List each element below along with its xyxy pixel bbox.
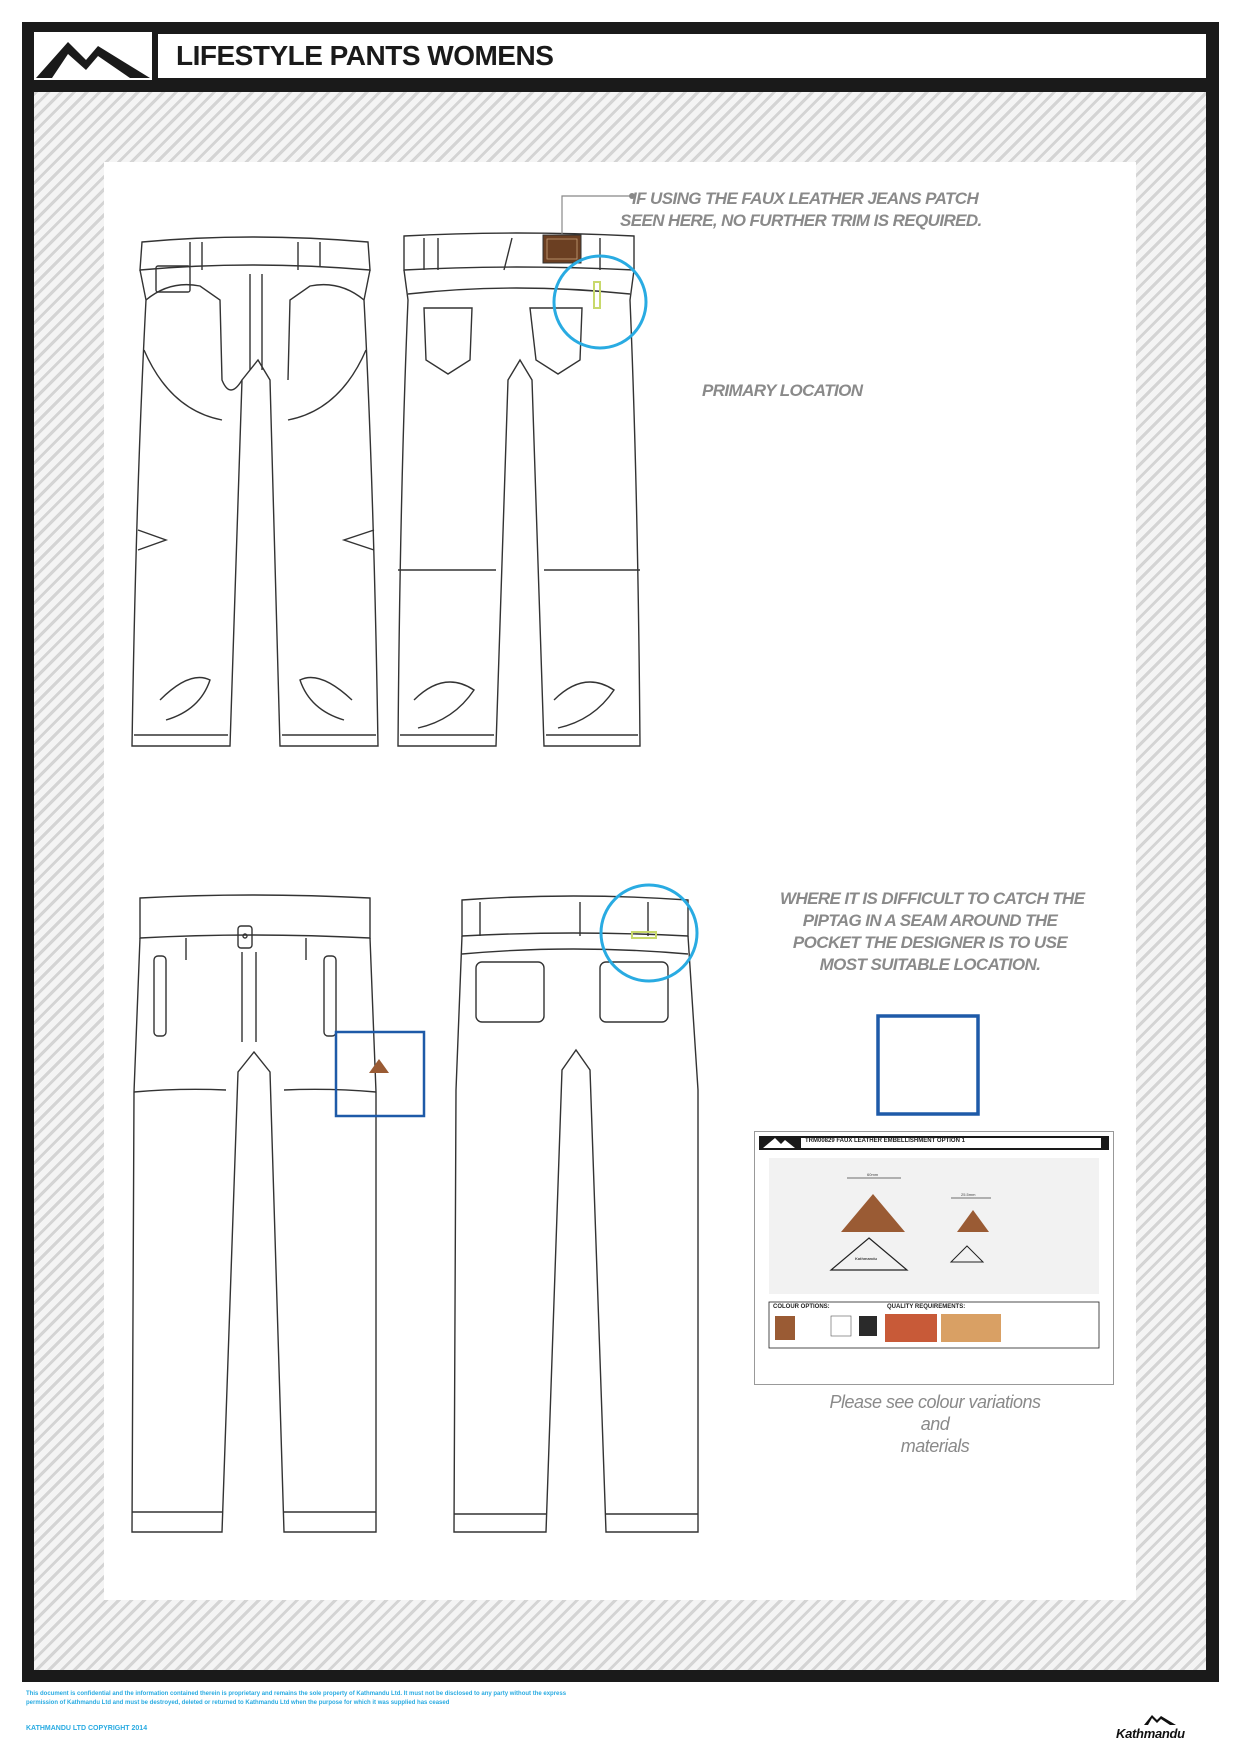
confidentiality-notice: This document is confidential and the information contained therein is proprietary and remains the sole property of Kathmandu Ltd. It must not be disclosed to any party without the express permission of Kathmandu Ltd and must be destroyed, deleted or returned to Kathmandu Ltd when the purpose for which it was supplied has ceased xyxy=(26,1691,567,1706)
caption-line-1: Please see colour variations xyxy=(829,1392,1041,1412)
patch-note xyxy=(620,188,982,232)
trim-spec-thumbnail xyxy=(754,1131,1114,1385)
difficult-note-line-4: MOST SUITABLE LOCATION. xyxy=(819,955,1041,974)
header-bar xyxy=(158,34,1206,78)
patch-note-line-1: IF USING THE FAUX LEATHER JEANS PATCH xyxy=(632,189,979,208)
waistband-location-circle xyxy=(596,880,702,986)
mini-dimension-small: 25.5mm xyxy=(961,1192,976,1197)
caption-line-3: materials xyxy=(900,1436,970,1456)
front-jeans-drawing xyxy=(130,230,380,760)
front-pants-drawing xyxy=(130,892,380,1552)
mini-brand: Kathmandu xyxy=(855,1256,877,1261)
primary-location-circle xyxy=(550,252,650,352)
footer-logo-icon xyxy=(1142,1712,1178,1726)
back-pants-drawing xyxy=(452,890,702,1552)
mini-quality-requirements: QUALITY REQUIREMENTS: xyxy=(887,1304,966,1310)
patch-note-line-2: SEEN HERE, NO FURTHER TRIM IS REQUIRED. xyxy=(620,211,982,230)
page-title: LIFESTYLE PANTS WOMENS xyxy=(176,40,554,71)
mini-colour-options: COLOUR OPTIONS: xyxy=(773,1304,830,1310)
copyright-notice: KATHMANDU LTD COPYRIGHT 2014 xyxy=(26,1725,148,1732)
secondary-location-square xyxy=(334,1030,426,1118)
empty-blue-square xyxy=(876,1014,980,1116)
mini-dimension-width: 60mm xyxy=(867,1172,879,1177)
primary-location-label: PRIMARY LOCATION xyxy=(702,381,863,400)
difficult-location-note xyxy=(780,888,1085,976)
difficult-note-line-2: PIPTAG IN A SEAM AROUND THE xyxy=(802,911,1058,930)
kathmandu-logo xyxy=(34,32,152,80)
mini-sheet-title: TRM00829 FAUX LEATHER EMBELLISHMENT OPTION 1 xyxy=(805,1138,965,1144)
footer-brand: Kathmandu xyxy=(1116,1726,1185,1741)
caption-line-2: and xyxy=(920,1414,950,1434)
difficult-note-line-3: POCKET THE DESIGNER IS TO USE xyxy=(792,933,1068,952)
difficult-note-line-1: WHERE IT IS DIFFICULT TO CATCH THE xyxy=(780,889,1085,908)
colour-variations-caption xyxy=(800,1391,1070,1457)
